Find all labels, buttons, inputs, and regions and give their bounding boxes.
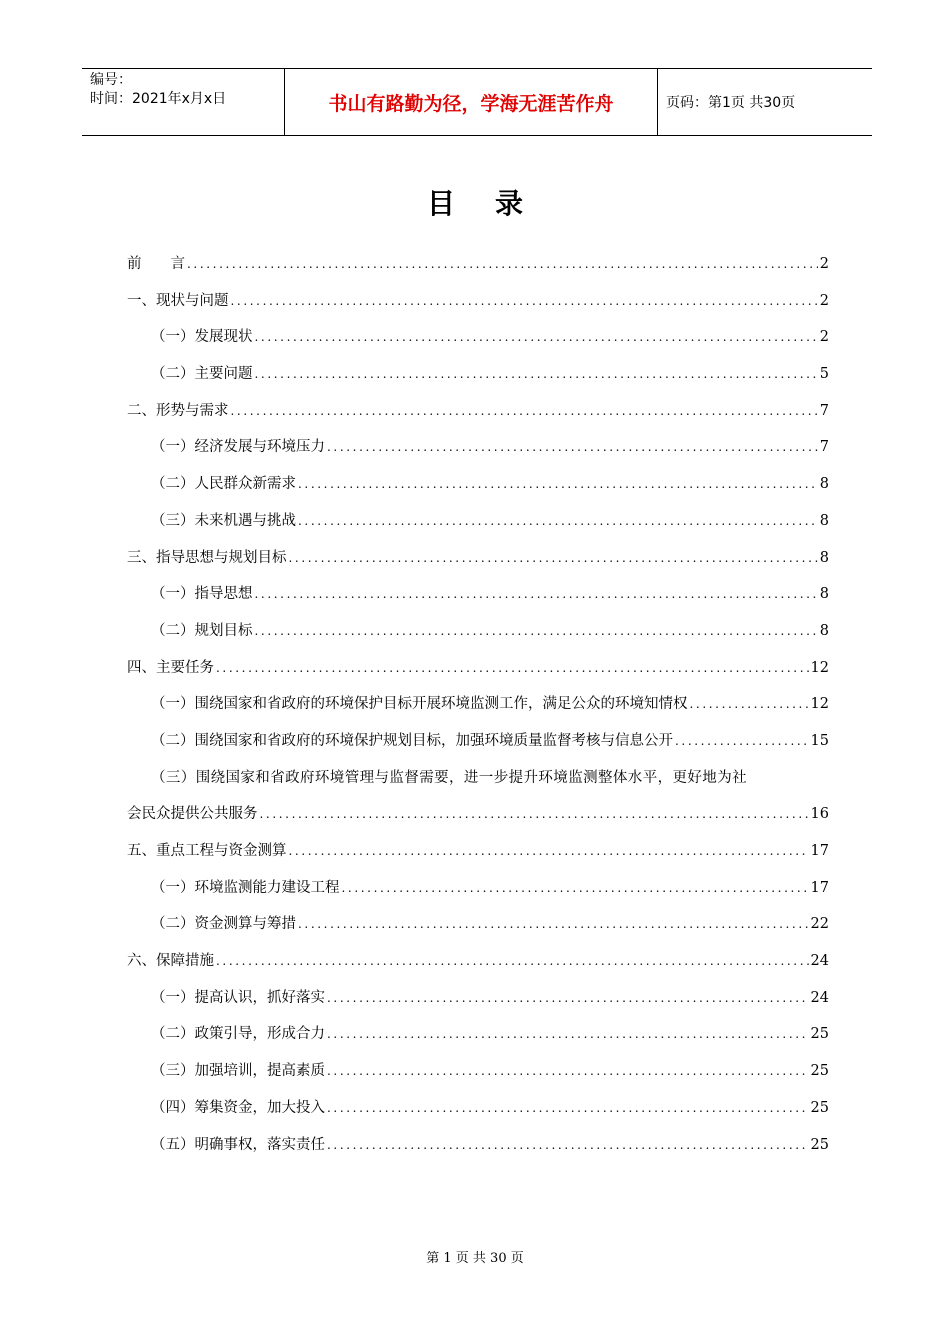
toc-entry-page: 25 [810, 1063, 829, 1080]
toc-entry[interactable] [127, 833, 829, 870]
toc-entry-line[interactable]: （三）围绕国家和省政府环境管理与监督需要，进一步提升环境监测整体水平，更好地为社 [151, 769, 747, 786]
toc-leader-dots [327, 1053, 809, 1090]
toc-leader-dots [255, 356, 818, 393]
toc-entry-page: 12 [810, 659, 829, 676]
toc-leader-dots [255, 576, 818, 613]
toc-leader-dots [327, 980, 809, 1017]
toc-entry[interactable] [127, 356, 829, 393]
toc-entry-page: 8 [819, 476, 829, 493]
toc-entry-title: 五、重点工程与资金测算 [127, 843, 287, 859]
toc-entry-title: （三）未来机遇与挑战 [151, 512, 296, 529]
toc-leader-dots [690, 686, 809, 723]
toc-entry-title: （三）加强培训，提高素质 [151, 1063, 325, 1080]
toc-entry[interactable] [127, 466, 829, 503]
toc-leader-dots [342, 870, 809, 907]
toc-entry-title: 前 言 [127, 256, 185, 272]
toc-entry-page: 25 [810, 1136, 829, 1153]
toc-leader-dots [327, 1016, 809, 1053]
toc-entry-page: 25 [810, 1099, 829, 1116]
toc-entry-page: 15 [810, 732, 829, 749]
toc-entry-page: 16 [810, 806, 829, 823]
toc-entry-page: 12 [810, 696, 829, 713]
toc-entry-title: 会民众提供公共服务 [127, 806, 258, 823]
toc-entry-title: （五）明确事权，落实责任 [151, 1136, 325, 1153]
page-footer: 第 1 页 共 30 页 [426, 1251, 524, 1266]
toc-entry-page: 2 [819, 292, 829, 309]
toc-entry[interactable] [127, 1090, 829, 1127]
toc-entry[interactable] [127, 393, 829, 430]
toc-entry-title: （二）围绕国家和省政府的环境保护规划目标，加强环境质量监督考核与信息公开 [151, 732, 673, 749]
toc-entry[interactable] [127, 540, 829, 577]
page-header [82, 68, 872, 136]
toc-entry[interactable] [127, 576, 829, 613]
toc-entry-title: （二）资金测算与筹措 [151, 916, 296, 933]
header-motto: 书山有路勤为径，学海无涯苦作舟 [284, 69, 658, 135]
toc-entry[interactable] [127, 429, 829, 466]
toc-leader-dots [298, 906, 809, 943]
toc-leader-dots [216, 943, 809, 980]
toc-entry-title: （二）人民群众新需求 [151, 476, 296, 493]
toc-entry-title: （一）围绕国家和省政府的环境保护目标开展环境监测工作，满足公众的环境知情权 [151, 696, 688, 713]
toc-entry-page: 5 [819, 366, 829, 383]
time-label: 时间：2021年x月x日 [90, 91, 227, 107]
toc-entry-page: 24 [810, 953, 829, 970]
toc-entry-title: （二）规划目标 [151, 622, 253, 639]
toc-entry-page: 2 [819, 329, 829, 346]
toc-entry-title: （一）发展现状 [151, 329, 253, 346]
toc-entry-page: 8 [819, 622, 829, 639]
toc-leader-dots [255, 613, 818, 650]
toc-entry-title: （一）指导思想 [151, 586, 253, 603]
toc-entry[interactable] [127, 650, 829, 687]
toc-entry-page: 25 [810, 1026, 829, 1043]
toc-entry[interactable] [127, 613, 829, 650]
table-of-contents [127, 246, 829, 1163]
header-page-label: 页码：第1页 共30页 [666, 95, 796, 111]
toc-entry-title: （二）政策引导，形成合力 [151, 1026, 325, 1043]
toc-entry-title: 二、形势与需求 [127, 402, 229, 419]
toc-leader-dots [327, 1127, 809, 1164]
toc-leader-dots [255, 319, 818, 356]
toc-entry[interactable] [127, 1127, 829, 1164]
toc-leader-dots [187, 246, 818, 283]
toc-entry[interactable] [127, 870, 829, 907]
toc-entry-page: 7 [819, 439, 829, 456]
toc-entry[interactable] [127, 1053, 829, 1090]
toc-leader-dots [289, 833, 809, 870]
toc-entry[interactable] [127, 246, 829, 283]
toc-entry[interactable] [127, 319, 829, 356]
toc-entry[interactable] [127, 283, 829, 320]
toc-entry-title: （四）筹集资金，加大投入 [151, 1099, 325, 1116]
toc-leader-dots [327, 1090, 809, 1127]
toc-leader-dots [231, 393, 818, 430]
toc-entry[interactable] [127, 1016, 829, 1053]
toc-entry[interactable] [127, 796, 829, 833]
toc-leader-dots [231, 283, 818, 320]
toc-entry-title: 一、现状与问题 [127, 292, 229, 309]
toc-leader-dots [298, 503, 818, 540]
toc-entry-page: 2 [819, 256, 829, 272]
toc-leader-dots [327, 429, 818, 466]
toc-leader-dots [675, 723, 809, 760]
toc-entry-page: 17 [810, 879, 829, 896]
toc-entry-page: 17 [810, 843, 829, 859]
toc-entry-title: 六、保障措施 [127, 953, 214, 970]
header-meta [82, 69, 284, 135]
number-label: 编号： [90, 72, 132, 88]
toc-entry-title: 三、指导思想与规划目标 [127, 549, 287, 566]
toc-entry[interactable] [127, 686, 829, 723]
toc-entry-title: （一）经济发展与环境压力 [151, 439, 325, 456]
toc-entry[interactable] [127, 943, 829, 980]
toc-leader-dots [289, 540, 818, 577]
toc-entry-page: 8 [819, 512, 829, 529]
toc-entry[interactable] [127, 906, 829, 943]
toc-entry[interactable] [127, 723, 829, 760]
toc-entry-title: （二）主要问题 [151, 366, 253, 383]
toc-leader-dots [260, 796, 809, 833]
toc-entry-title: 四、主要任务 [127, 659, 214, 676]
toc-entry-page: 24 [810, 989, 829, 1006]
toc-entry-page: 22 [810, 916, 829, 933]
toc-leader-dots [298, 466, 818, 503]
toc-entry-title: （一）提高认识，抓好落实 [151, 989, 325, 1006]
toc-entry-page: 8 [819, 586, 829, 603]
toc-entry-page: 8 [819, 549, 829, 566]
toc-leader-dots [216, 650, 809, 687]
toc-entry-title: （一）环境监测能力建设工程 [151, 879, 340, 896]
toc-entry[interactable] [127, 980, 829, 1017]
toc-entry[interactable] [127, 503, 829, 540]
toc-title: 目录 [426, 187, 563, 220]
toc-entry-page: 7 [819, 402, 829, 419]
